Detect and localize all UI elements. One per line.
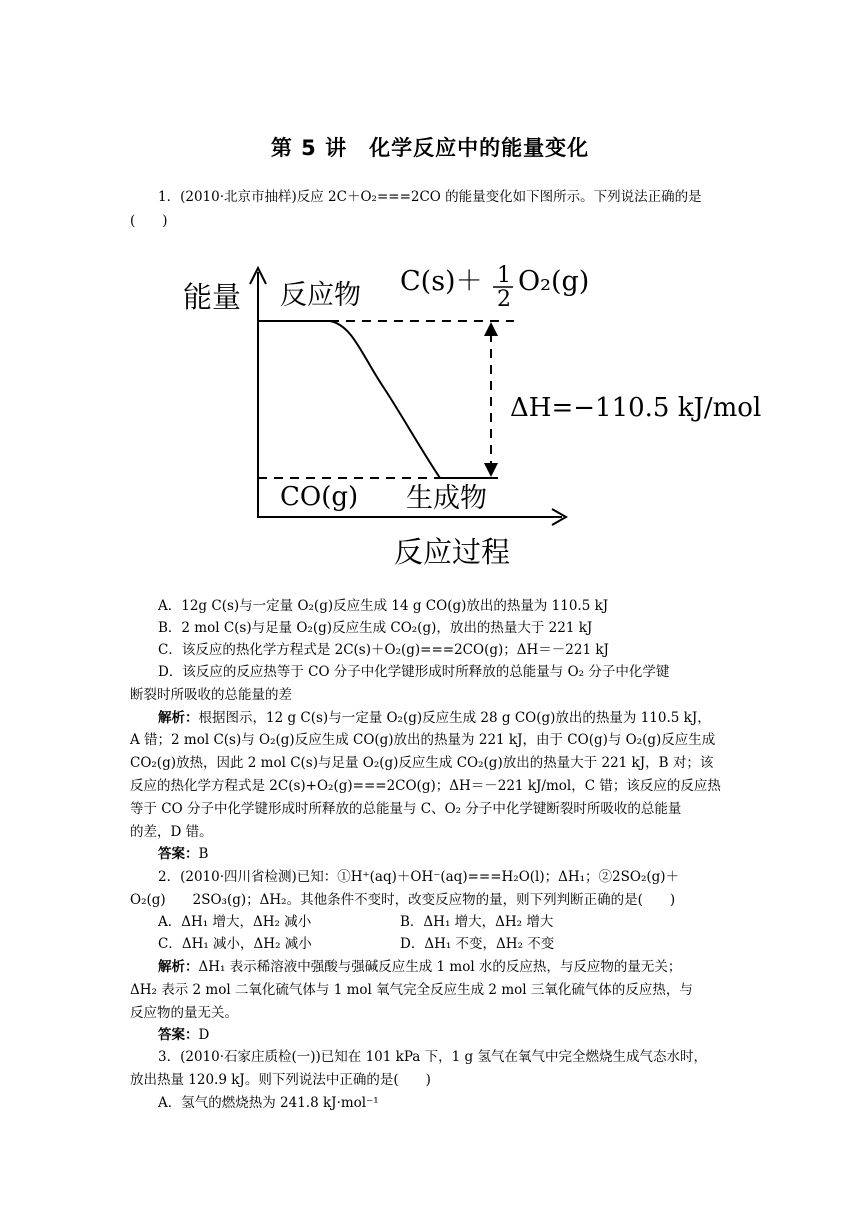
- q2-analysis-label: 解析：: [158, 959, 199, 975]
- q1-stem-line1: 1．(2010·北京市抽样)反应 2C＋O₂===2CO 的能量变化如下图所示。下列说法正确的是: [158, 189, 702, 205]
- q1-analysis-line1: [158, 707, 711, 729]
- q1-analysis-line2: A 错；2 mol C(s)与 O₂(g)反应生成 CO(g)放出的热量为 221 kJ，由于 CO(g)与 O₂(g)反应生成: [130, 732, 716, 748]
- q2-stem-line2: O₂(g) 2SO₃(g)；ΔH₂。其他条件不变时，改变反应物的量，则下列判断正确的是( ): [130, 892, 676, 908]
- reactant-formula-right: O₂(g): [518, 266, 590, 297]
- q1-option-d-line1: D．该反应的反应热等于 CO 分子中化学键形成时所释放的总能量与 O₂ 分子中化学键: [158, 664, 670, 680]
- q1-answer-line: [158, 843, 208, 865]
- q3-option-a: A．氢气的燃烧热为 241.8 kJ·mol⁻¹: [158, 1095, 379, 1111]
- fraction-numerator: 1: [497, 263, 511, 288]
- q2-answer-label: 答案：: [158, 1027, 199, 1043]
- reactant-label: 反应物: [280, 280, 361, 311]
- q1-answer-label: 答案：: [158, 846, 199, 862]
- q1-option-d-line2: 断裂时所吸收的总能量的差: [130, 687, 292, 703]
- delta-h-arrow-bottom-icon: [484, 463, 498, 477]
- q2-analysis-text1: ΔH₁ 表示稀溶液中强酸与强碱反应生成 1 mol 水的反应热，与反应物的量无关；: [198, 959, 682, 975]
- product-label: 生成物: [406, 483, 487, 514]
- product-formula: CO(g): [280, 482, 359, 512]
- q1-analysis-label: 解析：: [158, 710, 199, 726]
- q2-option-d: D．ΔH₁ 不变，ΔH₂ 不变: [400, 936, 555, 952]
- y-axis-label: 能量: [183, 280, 242, 314]
- q1-analysis-text1: 根据图示，12 g C(s)与一定量 O₂(g)反应生成 28 g CO(g)放出的热量为 110.5 kJ，: [198, 710, 711, 726]
- q2-stem-line1: 2．(2010·四川省检测)已知：①H⁺(aq)＋OH⁻(aq)===H₂O(l)；ΔH₁；②2SO₂(g)＋: [158, 869, 680, 885]
- delta-h-label: ΔH=−110.5 kJ/mol: [510, 393, 762, 423]
- q3-stem-line2: 放出热量 120.9 kJ。则下列说法中正确的是( ): [130, 1072, 431, 1088]
- q2-analysis-line3: 反应物的量无关。: [130, 1005, 238, 1021]
- energy-curve: [330, 321, 440, 478]
- q2-answer: D: [198, 1027, 210, 1043]
- q1-option-c: C．该反应的热化学方程式是 2C(s)＋O₂(g)===2CO(g)；ΔH＝－221 kJ: [158, 642, 609, 658]
- page-title: 第 5 讲 化学反应中的能量变化: [270, 136, 590, 160]
- q1-analysis-line4: 反应的热化学方程式是 2C(s)+O₂(g)===2CO(g)；ΔH＝－221 kJ/mol，C 错；该反应的反应热: [130, 778, 721, 794]
- delta-h-arrow-top-icon: [484, 322, 498, 336]
- q1-option-a: A．12g C(s)与一定量 O₂(g)反应生成 14 g CO(g)放出的热量为 110.5 kJ: [158, 598, 609, 614]
- fraction-denominator: 2: [497, 287, 511, 312]
- q1-analysis-line6: 的差，D 错。: [130, 824, 213, 840]
- q2-analysis-line1: [158, 956, 681, 978]
- x-axis-label: 反应过程: [394, 535, 511, 569]
- q3-stem-line1: 3．(2010·石家庄质检(一))已知在 101 kPa 下，1 g 氢气在氧气中完全燃烧生成气态水时，: [158, 1049, 707, 1065]
- q2-option-a: A．ΔH₁ 增大，ΔH₂ 减小: [158, 914, 312, 930]
- q1-analysis-line3: CO₂(g)放热，因此 2 mol C(s)与足量 O₂(g)反应生成 CO₂(g)放出的热量大于 221 kJ，B 对；该: [130, 755, 714, 771]
- q1-stem-line2: ( ): [130, 213, 168, 229]
- q2-option-b: B．ΔH₁ 增大，ΔH₂ 增大: [400, 914, 554, 930]
- q2-option-c: C．ΔH₁ 减小，ΔH₂ 减小: [158, 936, 312, 952]
- reactant-formula-left: C(s)＋: [400, 266, 483, 297]
- q2-analysis-line2: ΔH₂ 表示 2 mol 二氧化硫气体与 1 mol 氧气完全反应生成 2 mol 三氧化硫气体的反应热，与: [130, 982, 693, 998]
- q1-option-b: B．2 mol C(s)与足量 O₂(g)反应生成 CO₂(g)，放出的热量大于 221 kJ: [158, 620, 593, 636]
- q1-answer: B: [198, 846, 209, 862]
- q2-answer-line: [158, 1024, 209, 1046]
- q1-analysis-line5: 等于 CO 分子中化学键形成时所释放的总能量与 C、O₂ 分子中化学键断裂时所吸收的总能量: [130, 801, 682, 817]
